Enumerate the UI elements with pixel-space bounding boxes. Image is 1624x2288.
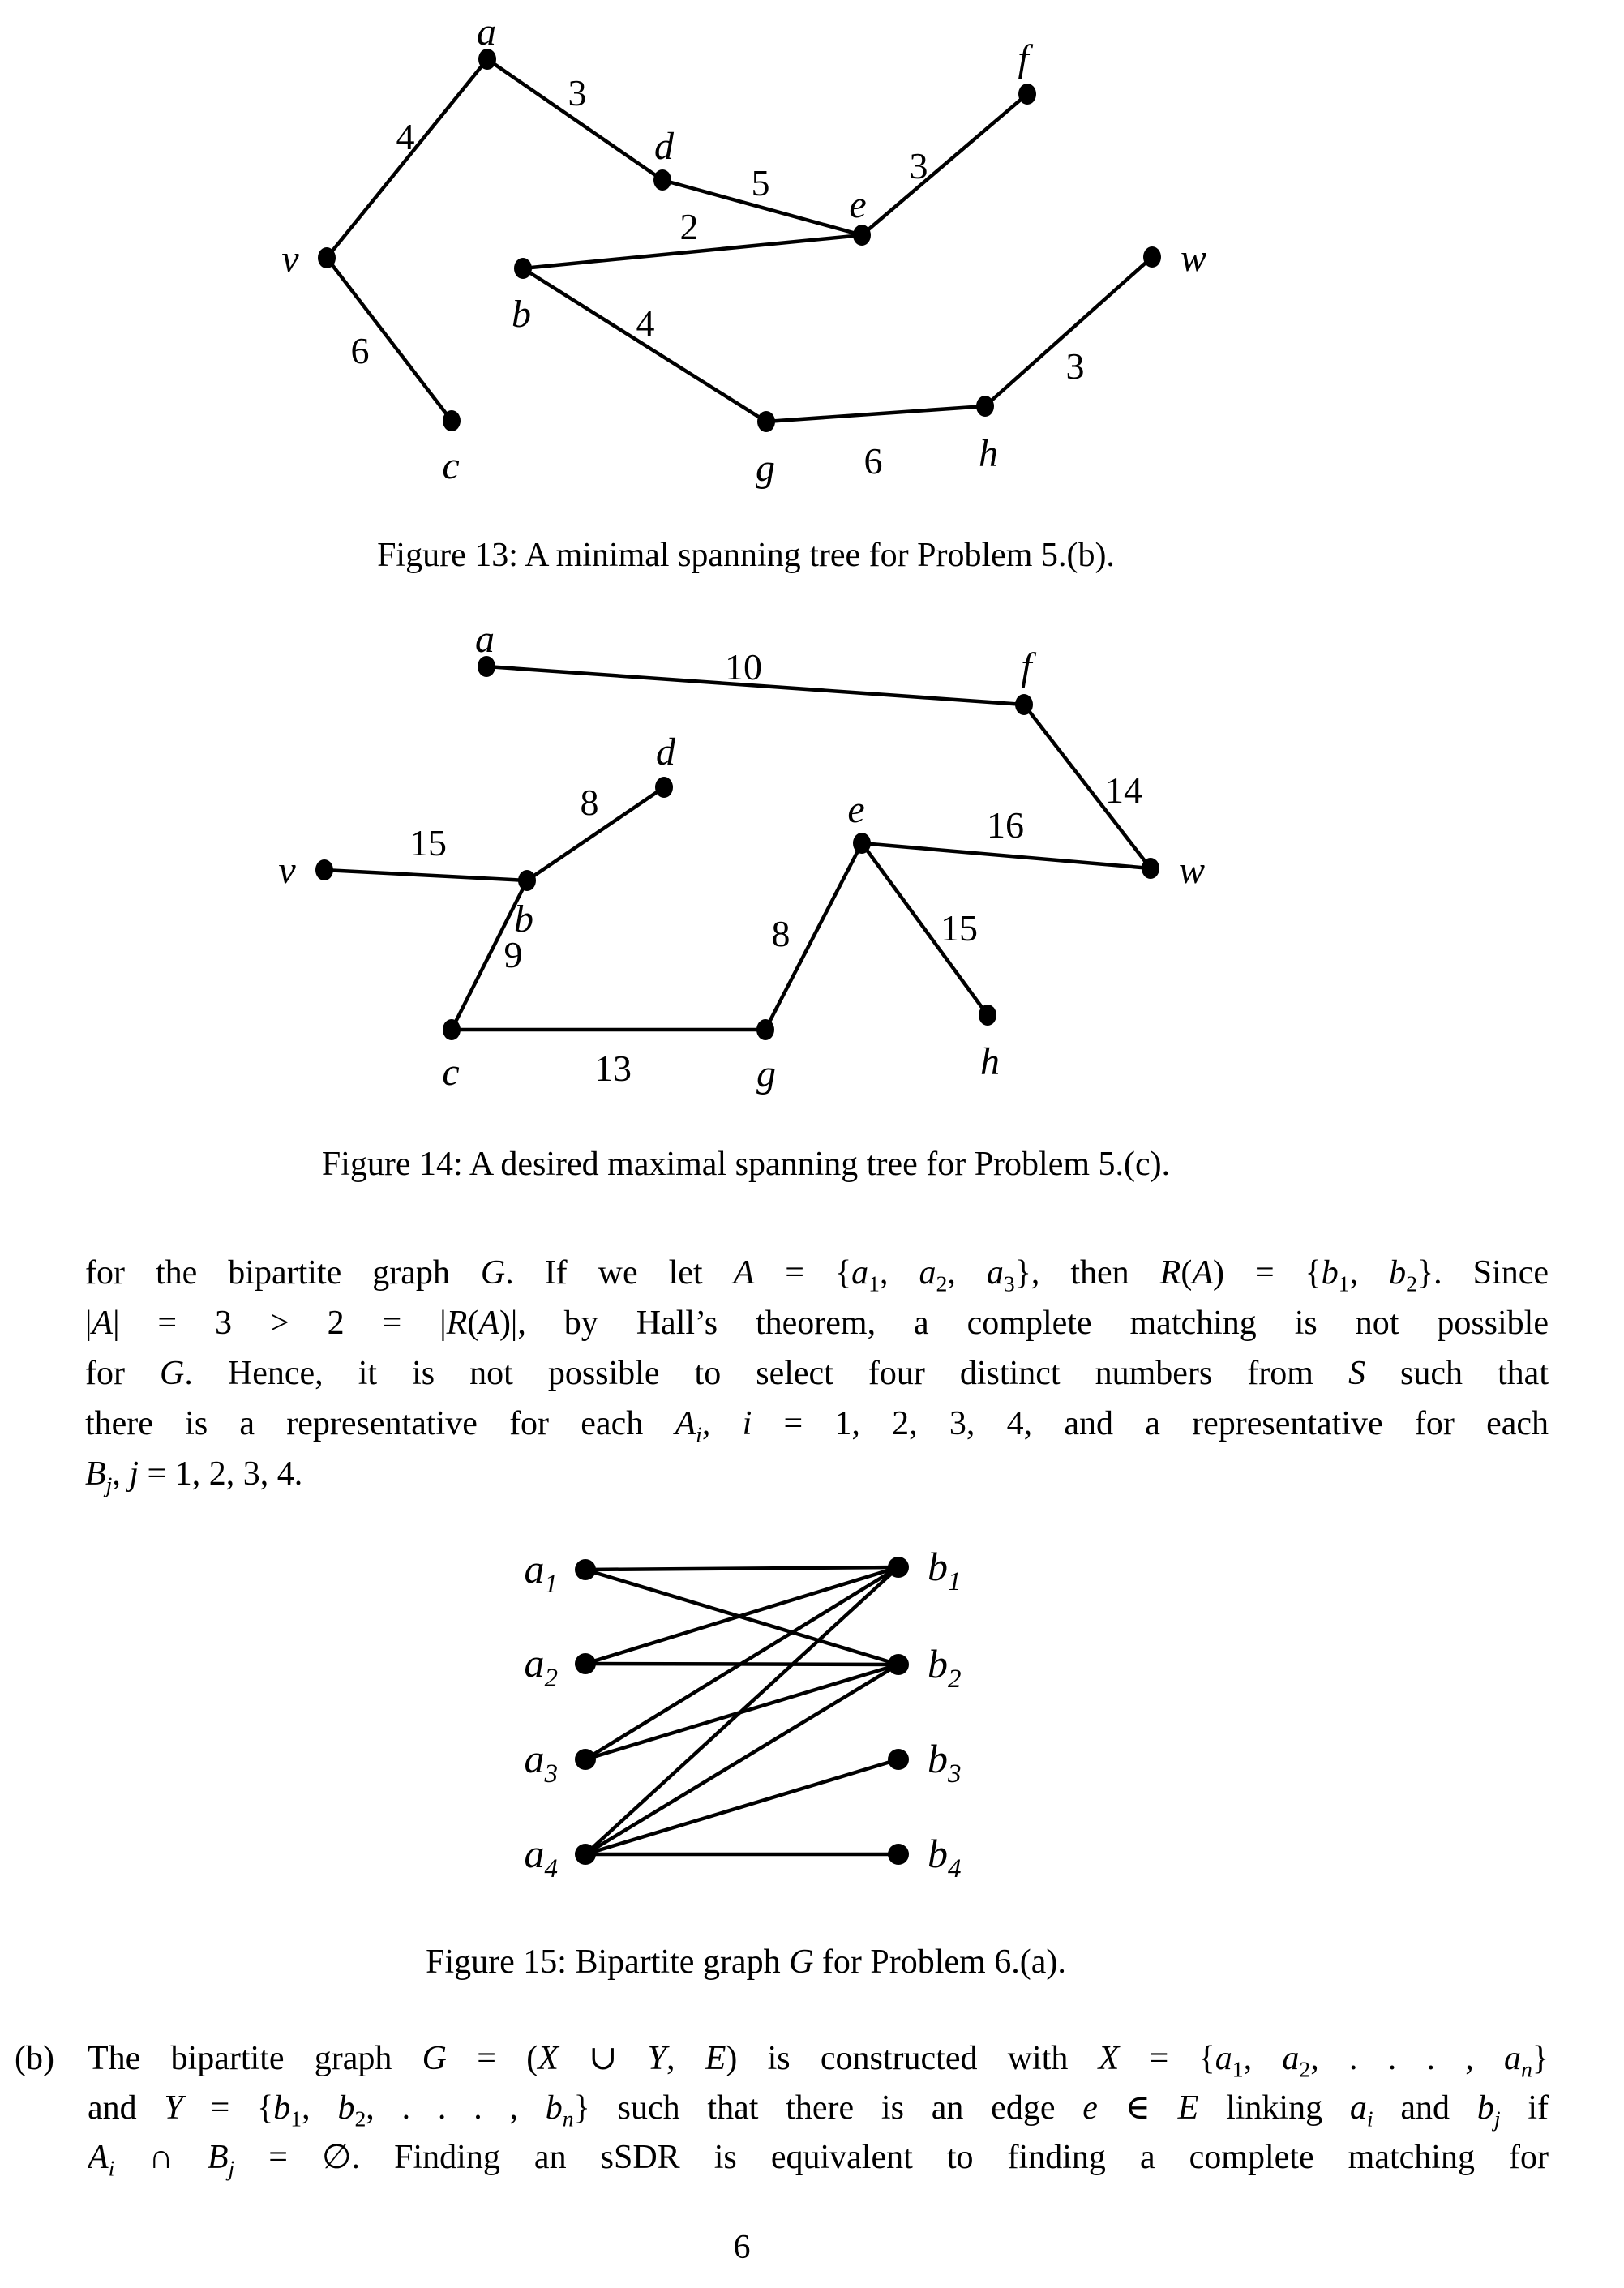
edge-weight-a-d: 3 [568, 72, 587, 114]
edge-v-a [327, 59, 487, 258]
vertex-b1 [888, 1557, 909, 1578]
vertex-w [1143, 246, 1161, 268]
vertex-d [655, 777, 673, 798]
edge-weight-b-e: 2 [679, 206, 699, 247]
vertex-label-g: g [756, 1052, 776, 1095]
vertex-label-f: f [1018, 37, 1029, 80]
vertex-a1 [575, 1559, 596, 1580]
vertex-v [318, 247, 336, 268]
edge-a4-b1 [585, 1567, 898, 1854]
vertex-label-w: w [1178, 849, 1206, 892]
text-line: The bipartite graph G = (X ∪ Y, E) is constructed with $X = \{a_1$, $a_2$, . . . , $a_n$} [88, 2040, 1549, 2082]
vertex-label-c: c [442, 1051, 460, 1094]
vertex-v [315, 859, 333, 880]
vertex-a4 [575, 1844, 596, 1865]
vertex-f [1015, 694, 1033, 715]
text-line: $B_j$, j = 1, 2, 3, 4. [85, 1455, 303, 1497]
edge-weight-b-c: 9 [503, 934, 523, 975]
edge-weight-b-d: 8 [580, 782, 599, 823]
figure15-caption: Figure 15: Bipartite graph G for Problem 6.(a). [426, 1943, 1066, 1981]
vertex-e [853, 833, 871, 854]
edge-weight-v-b: 15 [409, 822, 447, 863]
vertex-label-d: d [654, 125, 674, 168]
vertex-label-a: a [477, 11, 496, 54]
vertex-label-h: h [979, 432, 998, 475]
vertex-label-b4: $b_4$ [928, 1831, 962, 1883]
body-paragraph [85, 1248, 1549, 1499]
vertex-g [756, 1019, 774, 1040]
edge-a4-b2 [585, 1665, 898, 1854]
edge-b-g [523, 268, 766, 422]
vertex-d [653, 169, 671, 191]
text-line: for G. Hence, it is not possible to select four distinct numbers from S such that [85, 1355, 1549, 1392]
vertex-label-a4: $a_4$ [524, 1831, 558, 1883]
vertex-label-b1: $b_1$ [928, 1544, 962, 1596]
figure13-spanning-tree-graph [281, 11, 1206, 490]
vertex-label-b2: $b_2$ [928, 1641, 962, 1694]
edge-weight-a-f: 10 [725, 646, 762, 688]
list-item-b-paragraph [88, 2034, 1549, 2183]
vertex-label-e: e [847, 788, 865, 831]
edge-weight-v-a: 4 [396, 116, 415, 157]
vertex-label-f: f [1021, 645, 1032, 688]
vertex-label-v: v [281, 238, 299, 281]
vertex-b3 [888, 1749, 909, 1770]
vertex-b [518, 870, 536, 891]
vertex-label-a: a [475, 618, 495, 661]
figure14-caption: Figure 14: A desired maximal spanning tree for Problem 5.(c). [321, 1146, 1171, 1183]
vertex-label-d: d [656, 731, 675, 773]
vertex-label-b: b [514, 898, 533, 940]
vertex-label-a3: $a_3$ [524, 1736, 558, 1789]
text-line: for the bipartite graph G. If we let $A = \{a_1$, $a_2$, $a_3$}, then $R(A) = \{b_1$, $b_2$}. Since [85, 1254, 1549, 1296]
edge-weight-g-h: 6 [863, 440, 883, 482]
vertex-a3 [575, 1749, 596, 1770]
edge-a4-b3 [585, 1759, 898, 1854]
vertex-a2 [575, 1653, 596, 1674]
vertex-label-g: g [756, 447, 775, 490]
edge-weight-e-w: 16 [987, 804, 1024, 846]
vertex-label-h: h [980, 1040, 1000, 1083]
vertex-b4 [888, 1844, 909, 1865]
edge-v-b [324, 870, 527, 880]
edge-weight-v-c: 6 [350, 330, 370, 371]
vertex-label-a1: $a_1$ [524, 1546, 558, 1599]
edge-weight-e-h: 15 [941, 907, 978, 949]
edge-a1-b1 [585, 1567, 898, 1570]
text-line: $A_i$ ∩ $B_j$ = ∅. Finding an sSDR is equivalent to finding a complete matching for [88, 2139, 1549, 2181]
vertex-label-e: e [849, 183, 867, 226]
vertex-g [757, 411, 775, 432]
vertex-b [514, 258, 532, 279]
edge-v-c [327, 258, 452, 421]
list-item-b-marker: (b) [15, 2040, 54, 2077]
edge-g-h [766, 406, 985, 422]
edge-e-w [862, 843, 1151, 868]
vertex-label-b3: $b_3$ [928, 1736, 962, 1789]
vertex-c [443, 1019, 461, 1040]
vertex-c [443, 410, 461, 431]
edge-weight-c-g: 13 [594, 1048, 632, 1089]
vertex-label-w: w [1180, 237, 1207, 280]
vertex-h [979, 1005, 996, 1026]
edge-weight-e-g: 8 [771, 913, 791, 954]
figure13-caption: Figure 13: A minimal spanning tree for Problem 5.(b). [377, 537, 1115, 574]
page-number: 6 [733, 2229, 751, 2266]
vertex-h [976, 396, 994, 417]
vertex-b2 [888, 1654, 909, 1675]
vertex-label-b: b [512, 293, 531, 336]
text-line: there is a representative for each $A_i$, i = 1, 2, 3, 4, and a representative for each [85, 1405, 1549, 1447]
vertex-w [1142, 858, 1159, 879]
vertex-f [1018, 84, 1036, 105]
edge-weight-d-e: 5 [751, 162, 770, 204]
edge-e-f [862, 94, 1027, 235]
text-line: |A| = 3 > 2 = |R(A)|, by Hall’s theorem, a complete matching is not possible [85, 1305, 1549, 1342]
vertex-label-a2: $a_2$ [524, 1640, 558, 1693]
figure15-bipartite-graph [525, 1544, 962, 1883]
vertex-label-v: v [278, 849, 296, 892]
text-line: and $Y = \{b_1$, $b_2$, . . . , $b_n$} such that there is an edge e ∈ E linking $a_i$ and $b_j$ if [88, 2089, 1549, 2132]
edge-weight-b-g: 4 [636, 302, 655, 344]
vertex-label-c: c [442, 444, 460, 487]
edge-weight-f-w: 14 [1105, 769, 1142, 811]
vertex-e [853, 225, 871, 246]
figure14-spanning-tree-graph [278, 618, 1205, 1095]
edge-weight-e-f: 3 [909, 145, 928, 186]
edge-weight-h-w: 3 [1065, 345, 1085, 387]
